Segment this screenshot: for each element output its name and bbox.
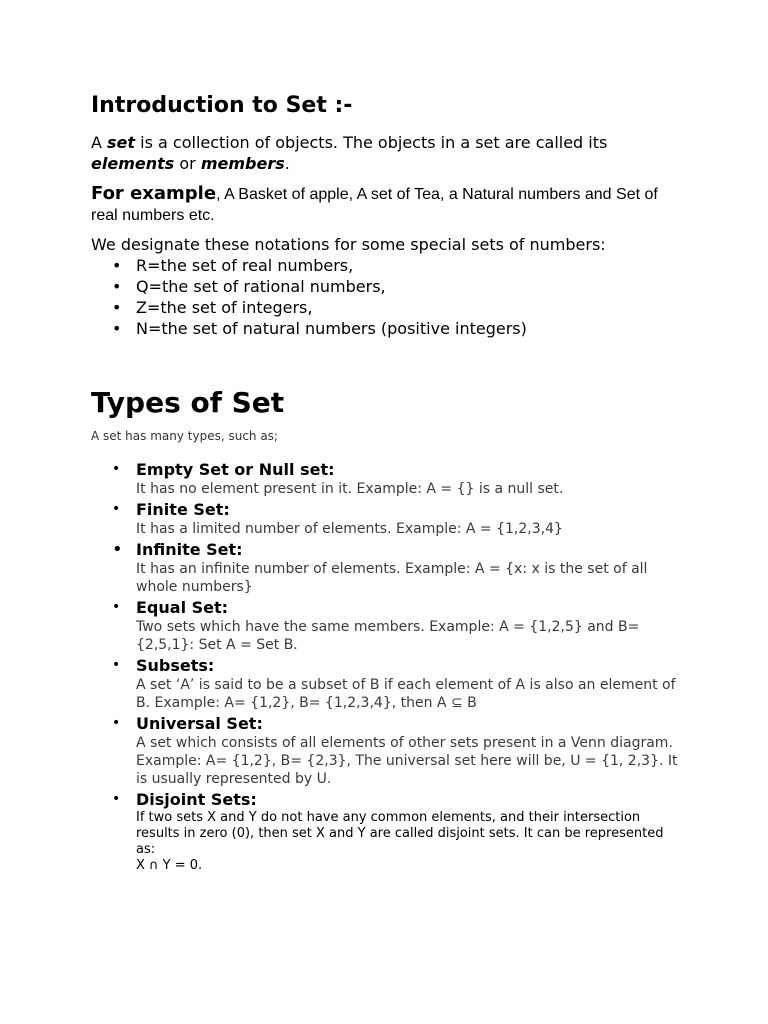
bullet-icon: • [112, 599, 121, 615]
notation-intro: We designate these notations for some special sets of numbers: [91, 235, 606, 254]
example-text: , A Basket of apple, A set of Tea, a Natural numbers and Set of real numbers etc. [91, 186, 658, 224]
type-description-text: If two sets X and Y do not have any common elements, and their intersection results in zero (0), then set X and Y are called disjoint sets. It can be represented as: [136, 810, 664, 857]
type-title: Universal Set: [136, 714, 263, 733]
notation-text: N=the set of natural numbers (positive integers) [136, 319, 527, 338]
type-description: It has no element present in it. Example: A = {} is a null set. [136, 481, 564, 497]
def-text-3: or [174, 154, 201, 173]
type-description: Two sets which have the same members. Example: A = {1,2,5} and B= {2,5,1}: Set A = Set B. [136, 619, 640, 653]
bullet-icon: • [112, 539, 123, 560]
type-description-formula: X ∩ Y = 0. [136, 858, 203, 873]
list-item [112, 460, 681, 498]
bullet-icon: • [112, 461, 121, 477]
types-intro: A set has many types, such as; [91, 429, 278, 443]
intro-heading: Introduction to Set :- [91, 93, 353, 118]
notation-text: Z=the set of integers, [136, 298, 313, 317]
type-description: It has an infinite number of elements. Example: A = {x: x is the set of all whole numbers} [136, 561, 648, 595]
type-title: Empty Set or Null set: [136, 460, 335, 479]
type-description: A set which consists of all elements of other sets present in a Venn diagram. Example: A= {1,2}, B= {2,3}, The universal set here will be, U = {1, 2,3}. It is usually represented by U. [136, 735, 678, 787]
notation-text: R=the set of real numbers, [136, 256, 354, 275]
type-description: A set ‘A’ is said to be a subset of B if each element of A is also an element of B. Example: A= {1,2}, B= {1,2,3,4}, then A ⊆ B [136, 677, 676, 711]
list-item [112, 255, 681, 276]
list-item [112, 276, 681, 297]
bullet-icon: • [112, 501, 121, 517]
list-item [112, 500, 681, 538]
bullet-icon: • [112, 715, 121, 731]
bullet-icon: • [112, 298, 122, 317]
type-title: Disjoint Sets: [136, 790, 257, 809]
def-term-set: set [107, 133, 136, 152]
example-paragraph [91, 184, 681, 226]
list-item [112, 598, 681, 654]
document-content [91, 92, 681, 876]
def-text-4: . [284, 154, 290, 173]
list-item [112, 297, 681, 318]
list-item [112, 790, 681, 874]
types-heading: Types of Set [91, 386, 285, 419]
def-term-elements: elements [91, 154, 175, 173]
bullet-icon: • [112, 791, 121, 807]
notation-list [91, 255, 681, 339]
bullet-icon: • [112, 277, 122, 296]
bullet-icon: • [112, 256, 122, 275]
type-title: Subsets: [136, 656, 215, 675]
type-description: It has a limited number of elements. Example: A = {1,2,3,4} [136, 521, 563, 537]
notation-text: Q=the set of rational numbers, [136, 277, 386, 296]
type-title: Infinite Set: [136, 540, 243, 559]
type-description [136, 810, 681, 874]
example-heading: For example [91, 183, 217, 204]
set-definition [91, 132, 681, 174]
def-text-2: is a collection of objects. The objects in a set are called its [135, 133, 608, 152]
list-item [112, 714, 681, 788]
bullet-icon: • [112, 319, 122, 338]
def-term-members: members [200, 154, 285, 173]
types-list [91, 460, 681, 874]
bullet-icon: • [112, 657, 121, 673]
type-title: Equal Set: [136, 598, 229, 617]
list-item [112, 656, 681, 712]
type-title: Finite Set: [136, 500, 230, 519]
list-item [112, 318, 681, 339]
list-item [112, 539, 681, 596]
def-text-1: A [91, 133, 108, 152]
